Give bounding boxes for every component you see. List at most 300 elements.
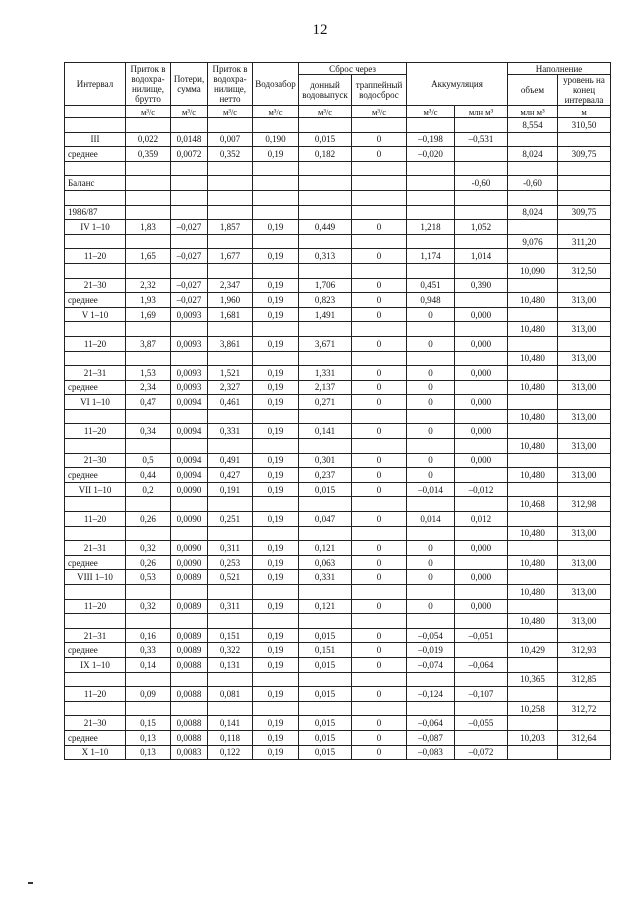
value-cell: 0,16 bbox=[126, 628, 171, 643]
value-cell bbox=[352, 672, 407, 687]
value-cell: 0,0093 bbox=[171, 366, 208, 381]
value-cell: 0,251 bbox=[208, 512, 253, 527]
interval-cell: 11–20 bbox=[65, 512, 126, 527]
value-cell bbox=[407, 263, 455, 278]
table-row bbox=[65, 336, 611, 351]
value-cell: 0,2 bbox=[126, 482, 171, 497]
value-cell bbox=[407, 409, 455, 424]
table-header bbox=[65, 63, 611, 118]
value-cell bbox=[558, 512, 611, 527]
value-cell: 10,468 bbox=[508, 497, 558, 512]
table-row bbox=[65, 555, 611, 570]
units-cell: м³/с bbox=[407, 106, 455, 118]
value-cell bbox=[558, 541, 611, 556]
value-cell bbox=[208, 585, 253, 600]
value-cell: 0,19 bbox=[253, 570, 299, 585]
value-cell bbox=[508, 220, 558, 235]
units-cell: м³/с bbox=[299, 106, 352, 118]
value-cell bbox=[253, 263, 299, 278]
interval-cell: IX 1–10 bbox=[65, 657, 126, 672]
value-cell bbox=[171, 585, 208, 600]
value-cell: 0,823 bbox=[299, 293, 352, 308]
value-cell: 3,861 bbox=[208, 336, 253, 351]
table-row bbox=[65, 161, 611, 176]
value-cell: 0,313 bbox=[299, 249, 352, 264]
value-cell bbox=[508, 687, 558, 702]
value-cell bbox=[253, 234, 299, 249]
value-cell bbox=[208, 190, 253, 205]
water-balance-sheet bbox=[64, 62, 610, 760]
interval-cell: 11–20 bbox=[65, 687, 126, 702]
table-row bbox=[65, 468, 611, 483]
value-cell bbox=[407, 439, 455, 454]
value-cell: 0,19 bbox=[253, 278, 299, 293]
value-cell: 9,076 bbox=[508, 234, 558, 249]
interval-cell bbox=[65, 409, 126, 424]
value-cell: 0 bbox=[352, 730, 407, 745]
value-cell: 0,000 bbox=[455, 599, 508, 614]
value-cell: 0,44 bbox=[126, 468, 171, 483]
value-cell: 0 bbox=[352, 249, 407, 264]
value-cell: 0,359 bbox=[126, 147, 171, 162]
value-cell: 0,449 bbox=[299, 220, 352, 235]
value-cell bbox=[407, 234, 455, 249]
value-cell: 0 bbox=[407, 570, 455, 585]
value-cell bbox=[558, 482, 611, 497]
value-cell: 0 bbox=[407, 453, 455, 468]
value-cell: 0,461 bbox=[208, 395, 253, 410]
value-cell: 10,480 bbox=[508, 555, 558, 570]
value-cell: 0,311 bbox=[208, 599, 253, 614]
interval-cell: 21–31 bbox=[65, 541, 126, 556]
value-cell: 0,237 bbox=[299, 468, 352, 483]
value-cell: –0,055 bbox=[455, 716, 508, 731]
table-row bbox=[65, 585, 611, 600]
value-cell: 1,69 bbox=[126, 307, 171, 322]
interval-cell: 21–30 bbox=[65, 716, 126, 731]
header-filling: Наполнение bbox=[508, 63, 611, 75]
value-cell: 1,174 bbox=[407, 249, 455, 264]
units-row bbox=[65, 106, 611, 118]
interval-cell: 21–31 bbox=[65, 628, 126, 643]
value-cell: –0,051 bbox=[455, 628, 508, 643]
value-cell: 10,203 bbox=[508, 730, 558, 745]
table-row bbox=[65, 351, 611, 366]
value-cell: 0,0094 bbox=[171, 468, 208, 483]
value-cell: 1,857 bbox=[208, 220, 253, 235]
value-cell bbox=[126, 526, 171, 541]
value-cell: 0,34 bbox=[126, 424, 171, 439]
table-row bbox=[65, 190, 611, 205]
value-cell: 0,32 bbox=[126, 541, 171, 556]
units-cell: м³/с bbox=[171, 106, 208, 118]
value-cell bbox=[455, 147, 508, 162]
value-cell: 0,53 bbox=[126, 570, 171, 585]
value-cell bbox=[508, 307, 558, 322]
interval-cell: V 1–10 bbox=[65, 307, 126, 322]
value-cell: 0,19 bbox=[253, 716, 299, 731]
value-cell bbox=[508, 541, 558, 556]
value-cell: 0,0088 bbox=[171, 730, 208, 745]
value-cell: 0,000 bbox=[455, 424, 508, 439]
value-cell: 0,015 bbox=[299, 730, 352, 745]
value-cell: 0,253 bbox=[208, 555, 253, 570]
value-cell: 0 bbox=[352, 293, 407, 308]
value-cell: 0,000 bbox=[455, 541, 508, 556]
value-cell bbox=[126, 409, 171, 424]
value-cell bbox=[407, 161, 455, 176]
value-cell bbox=[253, 439, 299, 454]
value-cell: 313,00 bbox=[558, 439, 611, 454]
value-cell bbox=[126, 322, 171, 337]
value-cell: 1,491 bbox=[299, 307, 352, 322]
value-cell bbox=[508, 657, 558, 672]
value-cell: –0,198 bbox=[407, 132, 455, 147]
value-cell: 0,047 bbox=[299, 512, 352, 527]
value-cell bbox=[126, 351, 171, 366]
value-cell: 0,0088 bbox=[171, 716, 208, 731]
value-cell: 3,671 bbox=[299, 336, 352, 351]
table-row bbox=[65, 380, 611, 395]
header-spillway: траппейный водосброс bbox=[352, 75, 407, 106]
header-inflow-gross: Приток в водохра-нилище, брутто bbox=[126, 63, 171, 106]
table-row bbox=[65, 293, 611, 308]
value-cell bbox=[455, 293, 508, 308]
value-cell: 0,19 bbox=[253, 599, 299, 614]
value-cell bbox=[508, 395, 558, 410]
value-cell bbox=[352, 190, 407, 205]
value-cell bbox=[253, 351, 299, 366]
value-cell: –0,124 bbox=[407, 687, 455, 702]
value-cell bbox=[558, 424, 611, 439]
value-cell bbox=[171, 234, 208, 249]
value-cell: 3,87 bbox=[126, 336, 171, 351]
value-cell: 313,00 bbox=[558, 585, 611, 600]
value-cell: 1,331 bbox=[299, 366, 352, 381]
table-row bbox=[65, 614, 611, 629]
value-cell: 10,429 bbox=[508, 643, 558, 658]
interval-cell bbox=[65, 585, 126, 600]
value-cell bbox=[171, 497, 208, 512]
value-cell bbox=[126, 176, 171, 191]
table-row bbox=[65, 147, 611, 162]
table-row bbox=[65, 249, 611, 264]
value-cell: 0 bbox=[352, 453, 407, 468]
value-cell: 0 bbox=[352, 643, 407, 658]
value-cell: 0 bbox=[352, 307, 407, 322]
value-cell: 0,0089 bbox=[171, 599, 208, 614]
value-cell bbox=[352, 409, 407, 424]
value-cell: 2,34 bbox=[126, 380, 171, 395]
value-cell bbox=[352, 234, 407, 249]
value-cell: 0,121 bbox=[299, 541, 352, 556]
value-cell: 10,480 bbox=[508, 409, 558, 424]
value-cell bbox=[171, 161, 208, 176]
table-row bbox=[65, 118, 611, 133]
value-cell bbox=[558, 190, 611, 205]
header-withdrawal: Водозабор bbox=[253, 63, 299, 106]
value-cell: 0 bbox=[407, 424, 455, 439]
value-cell: 0,015 bbox=[299, 687, 352, 702]
value-cell: 0,19 bbox=[253, 687, 299, 702]
value-cell: 313,00 bbox=[558, 468, 611, 483]
value-cell bbox=[126, 701, 171, 716]
value-cell: 0,352 bbox=[208, 147, 253, 162]
value-cell: 2,347 bbox=[208, 278, 253, 293]
value-cell: 0,015 bbox=[299, 657, 352, 672]
value-cell: 0,19 bbox=[253, 220, 299, 235]
value-cell bbox=[208, 118, 253, 133]
value-cell: 1,014 bbox=[455, 249, 508, 264]
value-cell bbox=[455, 409, 508, 424]
value-cell: 0,19 bbox=[253, 249, 299, 264]
value-cell: 0 bbox=[407, 380, 455, 395]
value-cell bbox=[208, 322, 253, 337]
value-cell: 0,19 bbox=[253, 512, 299, 527]
value-cell: 312,50 bbox=[558, 263, 611, 278]
value-cell: 10,480 bbox=[508, 351, 558, 366]
value-cell bbox=[352, 526, 407, 541]
header-inflow-net: Приток в водохра-нилище, нетто bbox=[208, 63, 253, 106]
value-cell: 10,480 bbox=[508, 380, 558, 395]
value-cell bbox=[253, 205, 299, 220]
header-volume: объем bbox=[508, 75, 558, 106]
value-cell: 0,0093 bbox=[171, 307, 208, 322]
value-cell: 0,19 bbox=[253, 482, 299, 497]
value-cell bbox=[352, 322, 407, 337]
value-cell bbox=[299, 701, 352, 716]
value-cell bbox=[558, 570, 611, 585]
value-cell bbox=[253, 614, 299, 629]
interval-cell: среднее bbox=[65, 380, 126, 395]
value-cell: 0,0094 bbox=[171, 395, 208, 410]
value-cell: 0,0083 bbox=[171, 745, 208, 760]
value-cell bbox=[253, 409, 299, 424]
value-cell: 1,681 bbox=[208, 307, 253, 322]
value-cell: 0,014 bbox=[407, 512, 455, 527]
value-cell: 0 bbox=[352, 745, 407, 760]
value-cell: 0,331 bbox=[208, 424, 253, 439]
value-cell bbox=[126, 118, 171, 133]
value-cell bbox=[208, 161, 253, 176]
value-cell: 0,000 bbox=[455, 307, 508, 322]
value-cell bbox=[558, 599, 611, 614]
units-cell: м³/с bbox=[352, 106, 407, 118]
value-cell: 0,190 bbox=[253, 132, 299, 147]
value-cell: 0,32 bbox=[126, 599, 171, 614]
value-cell bbox=[407, 672, 455, 687]
value-cell: 0,0094 bbox=[171, 424, 208, 439]
value-cell: 10,480 bbox=[508, 526, 558, 541]
value-cell bbox=[508, 512, 558, 527]
interval-cell bbox=[65, 161, 126, 176]
value-cell bbox=[352, 176, 407, 191]
value-cell bbox=[126, 161, 171, 176]
value-cell: 0,19 bbox=[253, 468, 299, 483]
value-cell: 0 bbox=[352, 687, 407, 702]
value-cell bbox=[455, 497, 508, 512]
value-cell bbox=[407, 322, 455, 337]
value-cell: 1,218 bbox=[407, 220, 455, 235]
value-cell: 313,00 bbox=[558, 614, 611, 629]
value-cell: 0,5 bbox=[126, 453, 171, 468]
value-cell: 10,480 bbox=[508, 468, 558, 483]
value-cell: 0,19 bbox=[253, 424, 299, 439]
value-cell bbox=[455, 161, 508, 176]
value-cell bbox=[299, 409, 352, 424]
header-accumulation: Аккумуляция bbox=[407, 63, 508, 106]
value-cell bbox=[126, 585, 171, 600]
value-cell: 0,000 bbox=[455, 453, 508, 468]
value-cell: 1,706 bbox=[299, 278, 352, 293]
table-row bbox=[65, 439, 611, 454]
value-cell bbox=[407, 585, 455, 600]
value-cell bbox=[299, 234, 352, 249]
value-cell: 0 bbox=[352, 468, 407, 483]
value-cell: 0,0088 bbox=[171, 687, 208, 702]
units-cell: м bbox=[558, 106, 611, 118]
value-cell bbox=[253, 118, 299, 133]
interval-cell: среднее bbox=[65, 468, 126, 483]
value-cell: 0 bbox=[352, 132, 407, 147]
value-cell bbox=[558, 366, 611, 381]
value-cell bbox=[171, 190, 208, 205]
value-cell: 0,19 bbox=[253, 628, 299, 643]
interval-cell bbox=[65, 614, 126, 629]
value-cell: 0 bbox=[352, 570, 407, 585]
value-cell bbox=[352, 701, 407, 716]
value-cell bbox=[171, 118, 208, 133]
value-cell: 313,00 bbox=[558, 380, 611, 395]
value-cell bbox=[352, 263, 407, 278]
value-cell bbox=[171, 322, 208, 337]
value-cell: 0,331 bbox=[299, 570, 352, 585]
interval-cell: среднее bbox=[65, 643, 126, 658]
value-cell: 0,063 bbox=[299, 555, 352, 570]
value-cell bbox=[455, 672, 508, 687]
value-cell bbox=[171, 701, 208, 716]
value-cell: 313,00 bbox=[558, 322, 611, 337]
value-cell: –0,074 bbox=[407, 657, 455, 672]
value-cell: 0,301 bbox=[299, 453, 352, 468]
table-row bbox=[65, 672, 611, 687]
interval-cell: среднее bbox=[65, 147, 126, 162]
value-cell bbox=[407, 176, 455, 191]
table-row bbox=[65, 497, 611, 512]
value-cell: 0 bbox=[407, 366, 455, 381]
value-cell: 2,32 bbox=[126, 278, 171, 293]
value-cell bbox=[299, 439, 352, 454]
table-row bbox=[65, 512, 611, 527]
value-cell: –0,014 bbox=[407, 482, 455, 497]
value-cell: 0,015 bbox=[299, 745, 352, 760]
value-cell bbox=[208, 614, 253, 629]
units-cell: м³/с bbox=[126, 106, 171, 118]
value-cell: 0,521 bbox=[208, 570, 253, 585]
value-cell: 0 bbox=[352, 628, 407, 643]
value-cell: 0,151 bbox=[299, 643, 352, 658]
table-row bbox=[65, 453, 611, 468]
value-cell: 0 bbox=[352, 336, 407, 351]
table-row bbox=[65, 643, 611, 658]
value-cell bbox=[126, 263, 171, 278]
interval-cell bbox=[65, 497, 126, 512]
value-cell: 10,480 bbox=[508, 293, 558, 308]
value-cell: 312,72 bbox=[558, 701, 611, 716]
value-cell bbox=[253, 497, 299, 512]
value-cell bbox=[299, 585, 352, 600]
value-cell bbox=[407, 497, 455, 512]
value-cell bbox=[253, 701, 299, 716]
table-row bbox=[65, 570, 611, 585]
value-cell: –0,072 bbox=[455, 745, 508, 760]
value-cell bbox=[558, 220, 611, 235]
value-cell bbox=[253, 585, 299, 600]
value-cell bbox=[508, 716, 558, 731]
value-cell bbox=[455, 701, 508, 716]
value-cell: 0,311 bbox=[208, 541, 253, 556]
value-cell bbox=[558, 395, 611, 410]
value-cell: 313,00 bbox=[558, 526, 611, 541]
value-cell: 311,20 bbox=[558, 234, 611, 249]
value-cell bbox=[407, 190, 455, 205]
value-cell: 1,521 bbox=[208, 366, 253, 381]
value-cell: 0,19 bbox=[253, 730, 299, 745]
value-cell bbox=[455, 190, 508, 205]
value-cell: 313,00 bbox=[558, 351, 611, 366]
value-cell bbox=[407, 118, 455, 133]
value-cell bbox=[558, 745, 611, 760]
value-cell bbox=[299, 161, 352, 176]
value-cell bbox=[126, 439, 171, 454]
header-discharge: Сброс через bbox=[299, 63, 407, 75]
value-cell: 0,19 bbox=[253, 293, 299, 308]
value-cell: –0,019 bbox=[407, 643, 455, 658]
value-cell bbox=[508, 278, 558, 293]
table-row bbox=[65, 205, 611, 220]
value-cell bbox=[508, 249, 558, 264]
value-cell bbox=[558, 657, 611, 672]
value-cell bbox=[508, 745, 558, 760]
value-cell: 1,052 bbox=[455, 220, 508, 235]
value-cell: 0,141 bbox=[299, 424, 352, 439]
value-cell bbox=[171, 176, 208, 191]
value-cell: –0,012 bbox=[455, 482, 508, 497]
value-cell bbox=[455, 439, 508, 454]
value-cell: 310,50 bbox=[558, 118, 611, 133]
value-cell: 0 bbox=[407, 555, 455, 570]
value-cell: 312,98 bbox=[558, 497, 611, 512]
value-cell bbox=[558, 161, 611, 176]
value-cell bbox=[352, 118, 407, 133]
interval-cell bbox=[65, 118, 126, 133]
interval-cell: среднее bbox=[65, 555, 126, 570]
value-cell: 0 bbox=[352, 716, 407, 731]
value-cell: 0,0089 bbox=[171, 570, 208, 585]
value-cell: 0,182 bbox=[299, 147, 352, 162]
value-cell bbox=[126, 672, 171, 687]
value-cell bbox=[171, 263, 208, 278]
value-cell: –0,027 bbox=[171, 293, 208, 308]
interval-cell: среднее bbox=[65, 730, 126, 745]
table-row bbox=[65, 716, 611, 731]
value-cell bbox=[455, 205, 508, 220]
value-cell bbox=[407, 701, 455, 716]
value-cell bbox=[171, 205, 208, 220]
interval-cell: X 1–10 bbox=[65, 745, 126, 760]
value-cell bbox=[558, 687, 611, 702]
value-cell: 10,480 bbox=[508, 585, 558, 600]
